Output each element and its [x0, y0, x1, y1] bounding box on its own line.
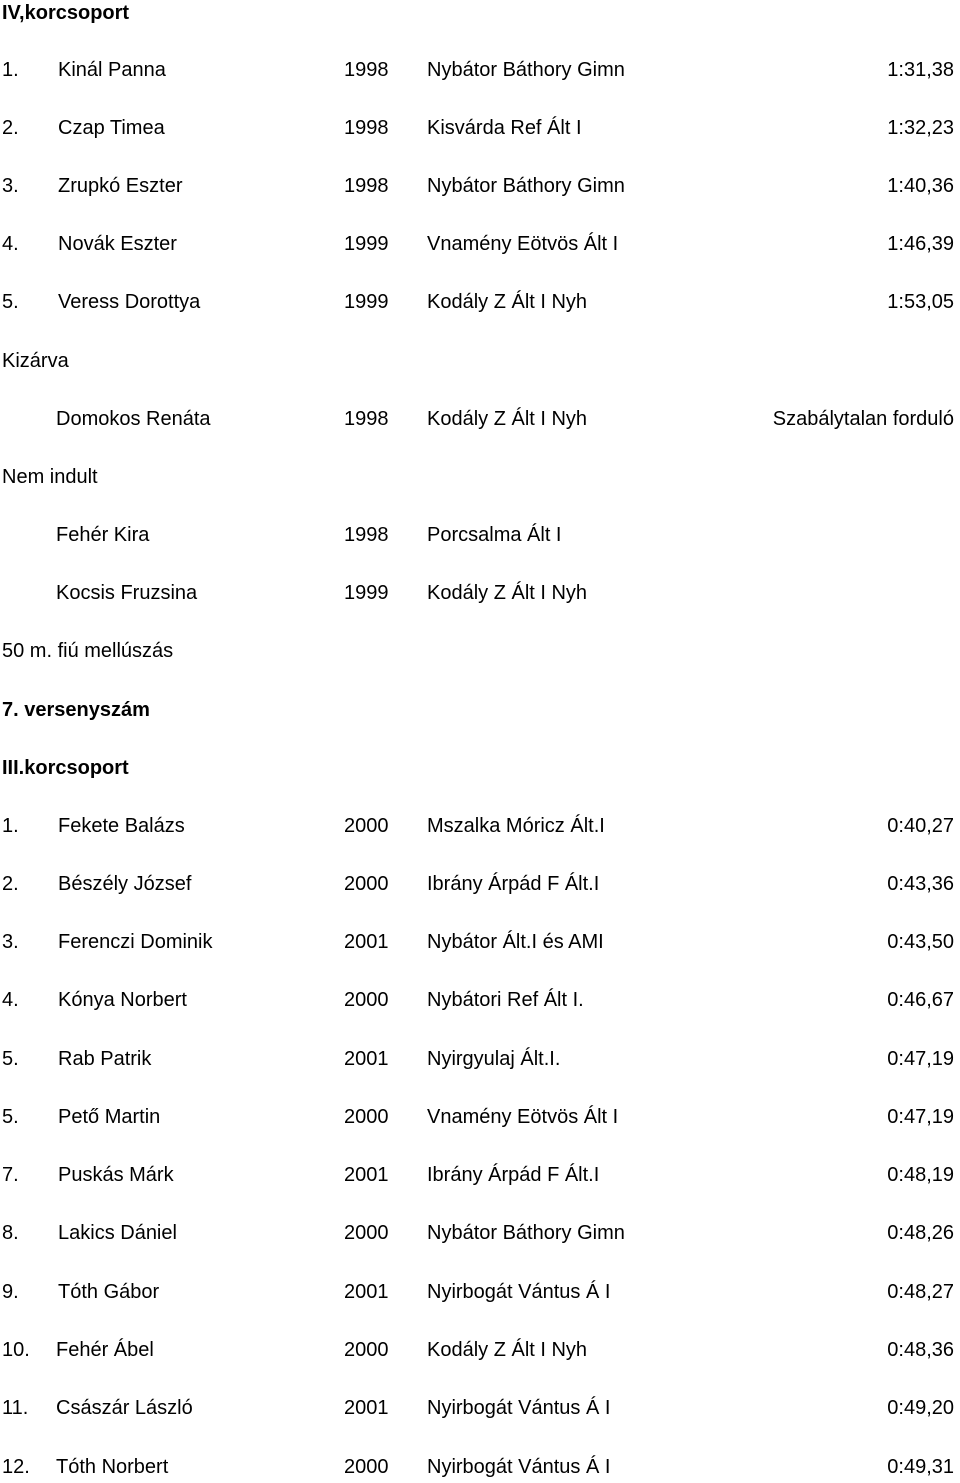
- result-time: 0:48,27: [887, 1281, 954, 1303]
- result-time: 0:48,36: [887, 1339, 954, 1361]
- result-row: [0, 115, 960, 173]
- place: 12.: [2, 1456, 30, 1478]
- birth-year: 2000: [344, 1222, 389, 1244]
- school: Nybátor Ált.I és AMI: [427, 931, 604, 953]
- birth-year: 1998: [344, 175, 389, 197]
- swimmer-name: Fehér Ábel: [56, 1339, 154, 1361]
- school: Nybátor Báthory Gimn: [427, 175, 625, 197]
- swimmer-name: Bészély József: [58, 873, 192, 895]
- group-heading-iv: IV,korcsoport: [2, 2, 130, 24]
- birth-year: 1999: [344, 233, 389, 255]
- place: 5.: [2, 1106, 19, 1128]
- place: 2.: [2, 873, 19, 895]
- school: Ibrány Árpád F Ált.I: [427, 1164, 600, 1186]
- result-row: [0, 1162, 960, 1220]
- school: Porcsalma Ált I: [427, 524, 562, 546]
- swimmer-name: Fehér Kira: [56, 524, 150, 546]
- place: 1.: [2, 59, 19, 81]
- birth-year: 1999: [344, 582, 389, 604]
- disqualification-reason: Szabálytalan forduló: [772, 408, 954, 430]
- result-time: 1:31,38: [887, 59, 954, 81]
- swimmer-name: Ferenczi Dominik: [58, 931, 213, 953]
- result-time: 0:49,20: [887, 1397, 954, 1419]
- result-row: [0, 929, 960, 987]
- place: 9.: [2, 1281, 19, 1303]
- event-title: 50 m. fiú mellúszás: [2, 640, 174, 662]
- birth-year: 2001: [344, 1397, 389, 1419]
- place: 3.: [2, 175, 19, 197]
- place: 5.: [2, 1048, 19, 1070]
- birth-year: 2001: [344, 931, 389, 953]
- result-row: [0, 231, 960, 289]
- birth-year: 2000: [344, 815, 389, 837]
- birth-year: 2000: [344, 1456, 389, 1478]
- place: 4.: [2, 989, 19, 1011]
- swimmer-name: Czap Timea: [58, 117, 165, 139]
- result-row: [0, 289, 960, 347]
- school: Nybátor Báthory Gimn: [427, 1222, 625, 1244]
- swimmer-name: Kocsis Fruzsina: [56, 582, 198, 604]
- result-row: [0, 1046, 960, 1104]
- result-time: 0:49,31: [887, 1456, 954, 1478]
- group-heading-iii: III.korcsoport: [2, 757, 129, 779]
- swimmer-name: Puskás Márk: [58, 1164, 174, 1186]
- birth-year: 2001: [344, 1281, 389, 1303]
- school: Ibrány Árpád F Ált.I: [427, 873, 600, 895]
- birth-year: 2000: [344, 1106, 389, 1128]
- result-row: [0, 813, 960, 871]
- result-time: 0:47,19: [887, 1048, 954, 1070]
- birth-year: 1998: [344, 524, 389, 546]
- school: Kisvárda Ref Ált I: [427, 117, 582, 139]
- place: 5.: [2, 291, 19, 313]
- disqualified-heading: Kizárva: [2, 350, 69, 372]
- school: Mszalka Móricz Ált.I: [427, 815, 605, 837]
- swimmer-name: Császár László: [56, 1397, 193, 1419]
- swimmer-name: Fekete Balázs: [58, 815, 185, 837]
- result-row: [0, 987, 960, 1045]
- result-row: [0, 1395, 960, 1453]
- event-number: 7. versenyszám: [2, 699, 150, 721]
- birth-year: 1999: [344, 291, 389, 313]
- school: Nybátor Báthory Gimn: [427, 59, 625, 81]
- dns-row: [0, 522, 960, 580]
- swimmer-name: Zrupkó Eszter: [58, 175, 183, 197]
- place: 4.: [2, 233, 19, 255]
- result-time: 0:47,19: [887, 1106, 954, 1128]
- birth-year: 1998: [344, 59, 389, 81]
- result-time: 0:43,36: [887, 873, 954, 895]
- swimmer-name: Veress Dorottya: [58, 291, 201, 313]
- dns-row: [0, 580, 960, 638]
- birth-year: 1998: [344, 408, 389, 430]
- result-time: 0:48,26: [887, 1222, 954, 1244]
- result-time: 1:32,23: [887, 117, 954, 139]
- swimmer-name: Domokos Renáta: [56, 408, 211, 430]
- school: Kodály Z Ált I Nyh: [427, 408, 588, 430]
- result-row: [0, 57, 960, 115]
- swimmer-name: Kónya Norbert: [58, 989, 187, 1011]
- school: Kodály Z Ált I Nyh: [427, 1339, 588, 1361]
- birth-year: 2000: [344, 989, 389, 1011]
- disqualified-row: [0, 406, 960, 464]
- birth-year: 2000: [344, 873, 389, 895]
- result-row: [0, 173, 960, 231]
- result-row: [0, 1104, 960, 1162]
- place: 2.: [2, 117, 19, 139]
- swimmer-name: Tóth Gábor: [58, 1281, 160, 1303]
- school: Nyirbogát Vántus Á I: [427, 1456, 611, 1478]
- swimmer-name: Rab Patrik: [58, 1048, 152, 1070]
- result-time: 1:40,36: [887, 175, 954, 197]
- result-time: 0:46,67: [887, 989, 954, 1011]
- school: Nyirbogát Vántus Á I: [427, 1281, 611, 1303]
- result-row: [0, 1220, 960, 1278]
- place: 3.: [2, 931, 19, 953]
- place: 7.: [2, 1164, 19, 1186]
- result-row: [0, 1454, 960, 1483]
- birth-year: 1998: [344, 117, 389, 139]
- place: 1.: [2, 815, 19, 837]
- school: Vnamény Eötvös Ált I: [427, 1106, 619, 1128]
- school: Nyirgyulaj Ált.I.: [427, 1048, 561, 1070]
- birth-year: 2001: [344, 1164, 389, 1186]
- dns-heading: Nem indult: [2, 466, 98, 488]
- swimmer-name: Lakics Dániel: [58, 1222, 177, 1244]
- swimmer-name: Tóth Norbert: [56, 1456, 169, 1478]
- school: Nyirbogát Vántus Á I: [427, 1397, 611, 1419]
- result-row: [0, 1337, 960, 1395]
- school: Vnamény Eötvös Ált I: [427, 233, 619, 255]
- result-time: 1:53,05: [887, 291, 954, 313]
- school: Kodály Z Ált I Nyh: [427, 291, 588, 313]
- school: Kodály Z Ált I Nyh: [427, 582, 588, 604]
- place: 10.: [2, 1339, 30, 1361]
- result-time: 0:48,19: [887, 1164, 954, 1186]
- birth-year: 2001: [344, 1048, 389, 1070]
- place: 8.: [2, 1222, 19, 1244]
- result-time: 0:40,27: [887, 815, 954, 837]
- birth-year: 2000: [344, 1339, 389, 1361]
- swimmer-name: Novák Eszter: [58, 233, 177, 255]
- swimmer-name: Pető Martin: [58, 1106, 161, 1128]
- result-row: [0, 1279, 960, 1337]
- result-time: 1:46,39: [887, 233, 954, 255]
- swimmer-name: Kinál Panna: [58, 59, 166, 81]
- school: Nybátori Ref Ált I.: [427, 989, 584, 1011]
- result-row: [0, 871, 960, 929]
- result-time: 0:43,50: [887, 931, 954, 953]
- place: 11.: [2, 1397, 29, 1419]
